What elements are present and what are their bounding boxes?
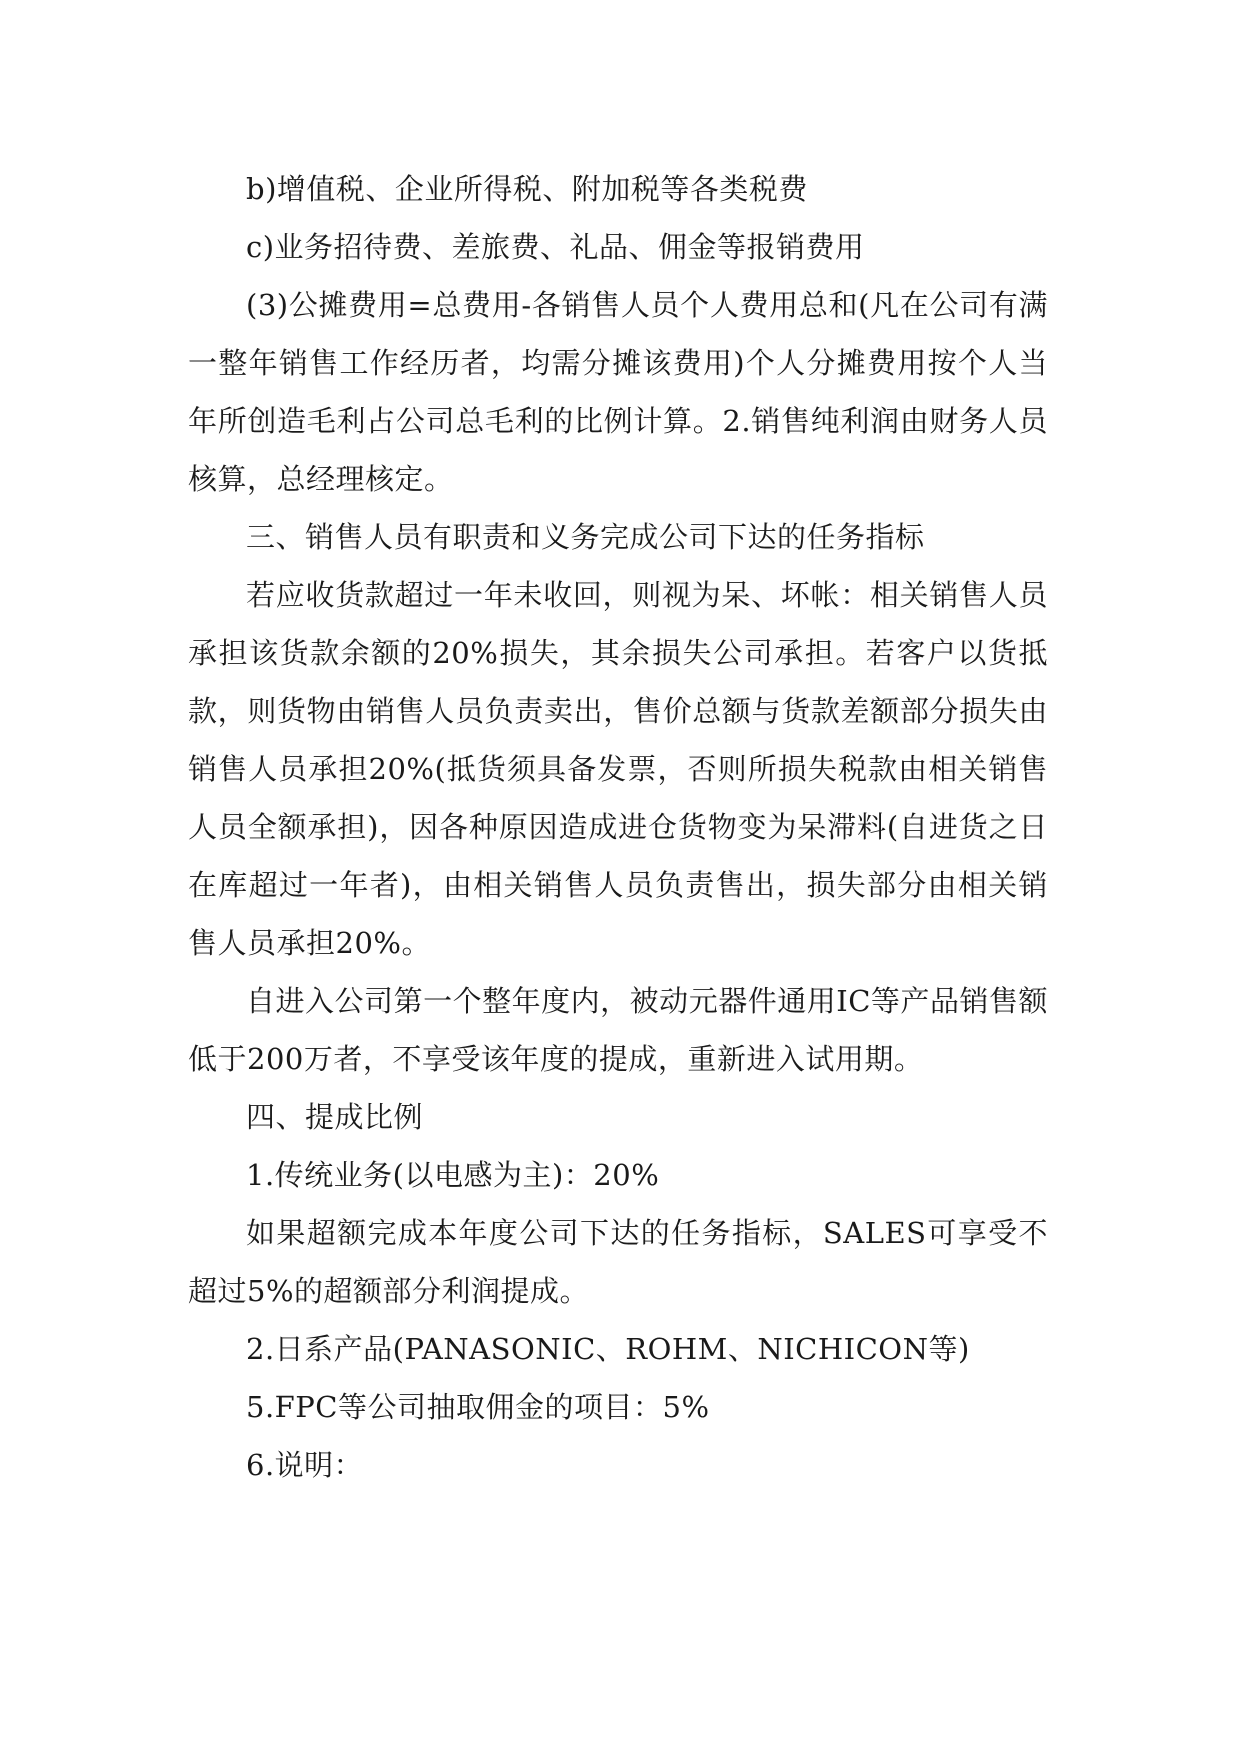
section-heading-commission-ratio: 四、提成比例 [246,1100,424,1134]
paragraph-shared-expenses: (3)公摊费用=总费用-各销售人员个人费用总和(凡在公司有满一整年销售工作经历者，均需分摊该费用)个人分摊费用按个人当年所创造毛利占公司总毛利的比例计算。2.销售纯利润由财务人员核算，总经理核定。 [188,288,1048,496]
document-body [188,160,1048,1494]
paragraph-notes: 6.说明： [246,1448,364,1482]
paragraph-bad-debt: 若应收货款超过一年未收回，则视为呆、坏帐：相关销售人员承担该货款余额的20%损失，其余损失公司承担。若客户以货抵款，则货物由销售人员负责卖出，售价总额与货款差额部分损失由销售人员承担20%(抵货须具备发票，否则所损失税款由相关销售人员全额承担)，因各种原因造成进仓货物变为呆滞料(自进货之日在库超过一年者)，由相关销售人员负责售出，损失部分由相关销售人员承担20%。 [188,578,1048,960]
paragraph-excess-target: 如果超额完成本年度公司下达的任务指标，SALES可享受不超过5%的超额部分利润提成。 [188,1216,1048,1308]
paragraph-japanese-products: 2.日系产品(PANASONIC、ROHM、NICHICON等) [246,1332,970,1366]
paragraph-traditional-business: 1.传统业务(以电感为主)：20% [246,1158,660,1192]
paragraph-reimbursement-expenses: c)业务招待费、差旅费、礼品、佣金等报销费用 [246,230,865,264]
paragraph-vat-taxes: b)增值税、企业所得税、附加税等各类税费 [246,172,808,206]
paragraph-fpc-commission: 5.FPC等公司抽取佣金的项目：5% [246,1390,710,1424]
paragraph-first-year-sales: 自进入公司第一个整年度内，被动元器件通用IC等产品销售额低于200万者，不享受该年度的提成，重新进入试用期。 [188,984,1048,1076]
section-heading-task-targets: 三、销售人员有职责和义务完成公司下达的任务指标 [246,520,925,554]
